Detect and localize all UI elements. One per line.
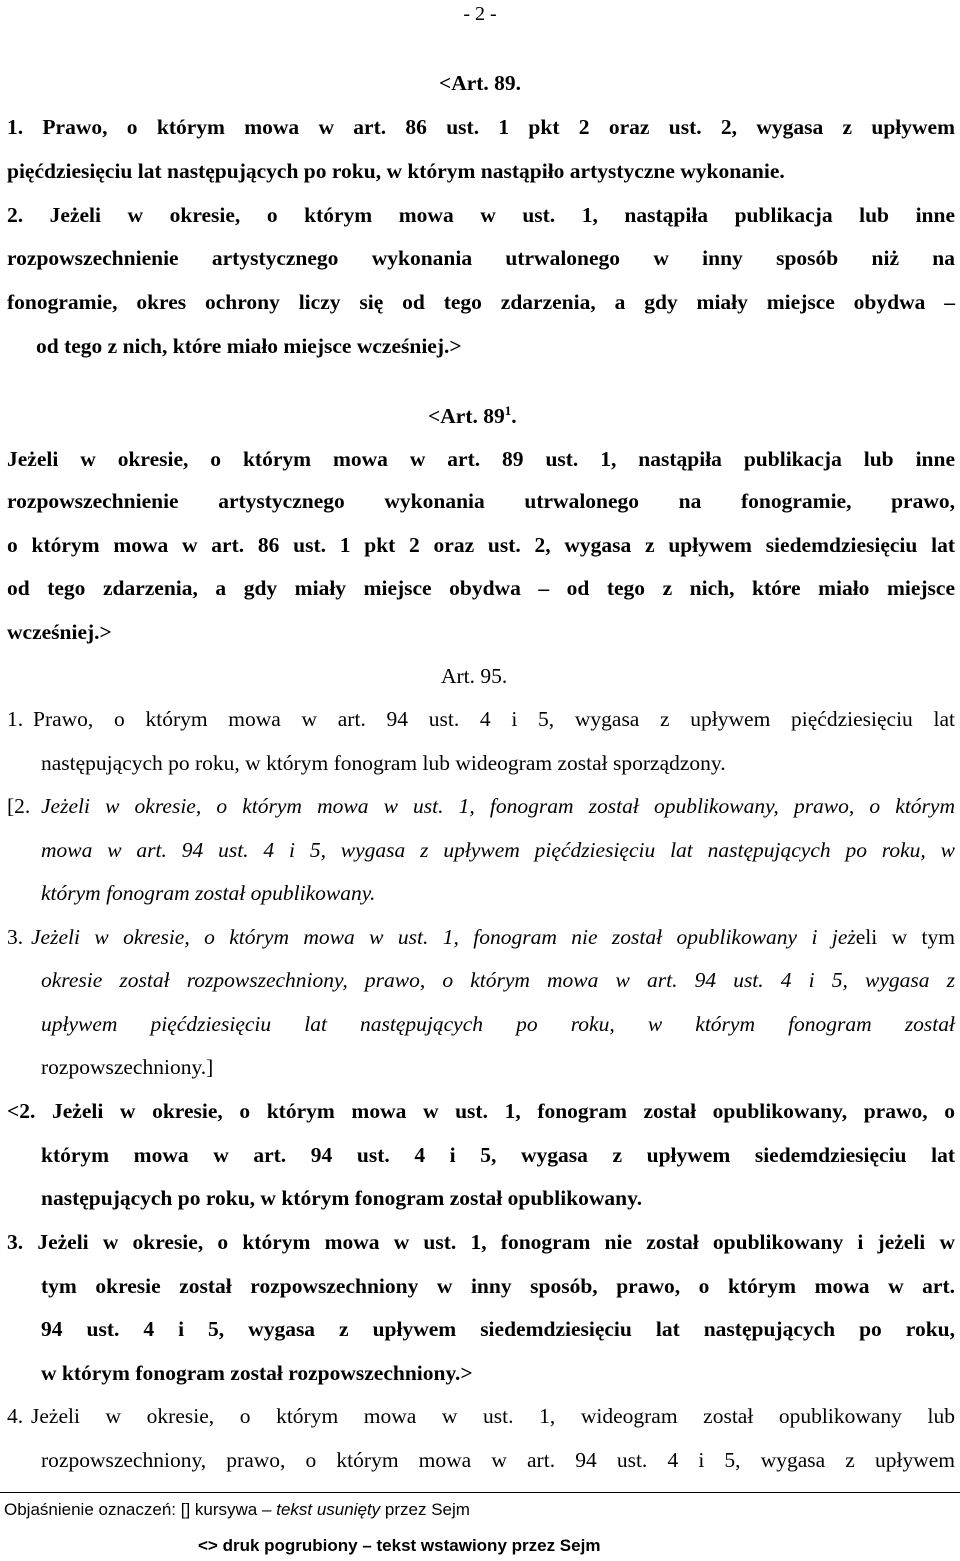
- art-95-p2-line3: którym fonogram został opublikowany.: [41, 881, 376, 905]
- art-95-new2-line3: następujących po roku, w którym fonogram został opublikowany.: [41, 1186, 643, 1210]
- art-95-p3-line1: Jeżeli w okresie, o którym mowa w ust. 1, fonogram nie został opublikowany i jeżeli w tym: [31, 925, 955, 949]
- art-89-1-line2: rozpowszechnienie artystycznego wykonania utrwalonego na fonogramie, prawo,: [7, 489, 955, 513]
- art-89-p2-line1: 2. Jeżeli w okresie, o którym mowa w ust. 1, nastąpiła publikacja lub inne: [7, 203, 955, 227]
- art-95-p1-line1: Prawo, o którym mowa w art. 94 ust. 4 i 5, wygasa z upływem pięćdziesięciu lat: [33, 707, 955, 731]
- art-95-p3-num: 3.: [7, 925, 24, 949]
- art-95-new3-line2: tym okresie został rozpowszechniony w inny sposób, prawo, o którym mowa w art.: [41, 1274, 955, 1298]
- art-89-p1-line2: pięćdziesięciu lat następujących po roku, w którym nastąpiło artystyczne wykonanie.: [7, 159, 785, 183]
- art-89-p1-line1: 1. Prawo, o którym mowa w art. 86 ust. 1 pkt 2 oraz ust. 2, wygasa z upływem: [7, 115, 955, 139]
- art-89-p2-line2: rozpowszechnienie artystycznego wykonania utrwalonego w inny sposób niż na: [7, 246, 955, 270]
- art-95-p4-line1: Jeżeli w okresie, o którym mowa w ust. 1, wideogram został opublikowany lub: [31, 1404, 955, 1428]
- art-95-p4-line2: rozpowszechniony, prawo, o którym mowa w art. 94 ust. 4 i 5, wygasa z upływem: [41, 1448, 955, 1472]
- art-89-p2-line3: fonogramie, okres ochrony liczy się od tego zdarzenia, a gdy miały miejsce obydwa –: [7, 290, 955, 314]
- art-95-p2-prefix: [2.: [7, 794, 31, 818]
- art-95-new2-line2: którym mowa w art. 94 ust. 4 i 5, wygasa z upływem siedemdziesięciu lat: [41, 1143, 955, 1167]
- art-95-new3-line3: 94 ust. 4 i 5, wygasa z upływem siedemdziesięciu lat następujących po roku,: [41, 1317, 955, 1341]
- art-89-heading: <Art. 89.: [438, 71, 522, 95]
- art-89-1-line4: od tego zdarzenia, a gdy miały miejsce obydwa – od tego z nich, które miało miejsce: [7, 576, 955, 600]
- art-95-p4-num: 4.: [7, 1404, 24, 1428]
- art-95-p1-num: 1.: [7, 707, 24, 731]
- page-number: - 2 -: [463, 3, 497, 25]
- art-89-1-line1: Jeżeli w okresie, o którym mowa w art. 89 ust. 1, nastąpiła publikacja lub inne: [7, 447, 955, 471]
- art-95-p3-line4: rozpowszechniony.]: [41, 1055, 214, 1079]
- art-95-p2-line2: mowa w art. 94 ust. 4 i 5, wygasa z upływem pięćdziesięciu lat następujących po roku, w: [41, 838, 955, 862]
- art-95-new3-line1: 3. Jeżeli w okresie, o którym mowa w ust. 1, fonogram nie został opublikowany i jeżeli w: [7, 1230, 955, 1254]
- art-95-p1-line2: następujących po roku, w którym fonogram lub wideogram został sporządzony.: [41, 751, 726, 775]
- footer-divider: [0, 1492, 960, 1493]
- art-95-new3-line4: w którym fonogram został rozpowszechniony.>: [41, 1361, 473, 1385]
- footer-legend-row1: Objaśnienie oznaczeń: [] kursywa – tekst usunięty przez Sejm: [4, 1500, 470, 1519]
- art-95-new2-line1: <2. Jeżeli w okresie, o którym mowa w ust. 1, fonogram został opublikowany, prawo, o: [7, 1099, 955, 1123]
- art-95-p3-line3: upływem pięćdziesięciu lat następujących po roku, w którym fonogram został: [41, 1012, 955, 1036]
- art-95-p2-line1: Jeżeli w okresie, o którym mowa w ust. 1, fonogram został opublikowany, prawo, o którym: [41, 794, 955, 818]
- art-95-p3-line2: okresie został rozpowszechniony, prawo, o którym mowa w art. 94 ust. 4 i 5, wygasa z: [41, 968, 955, 992]
- art-89-p2-line4: od tego z nich, które miało miejsce wcześniej.>: [36, 334, 462, 358]
- art-89-1-line5: wcześniej.>: [7, 620, 112, 644]
- art-89-1-line3: o którym mowa w art. 86 ust. 1 pkt 2 oraz ust. 2, wygasa z upływem siedemdziesięciu lat: [7, 533, 955, 557]
- art-89-1-heading: <Art. $89^1$.: [428, 403, 517, 429]
- art-95-heading: Art. 95.: [441, 664, 508, 688]
- footer-legend-row2: <> druk pogrubiony – tekst wstawiony przez Sejm: [198, 1536, 601, 1555]
